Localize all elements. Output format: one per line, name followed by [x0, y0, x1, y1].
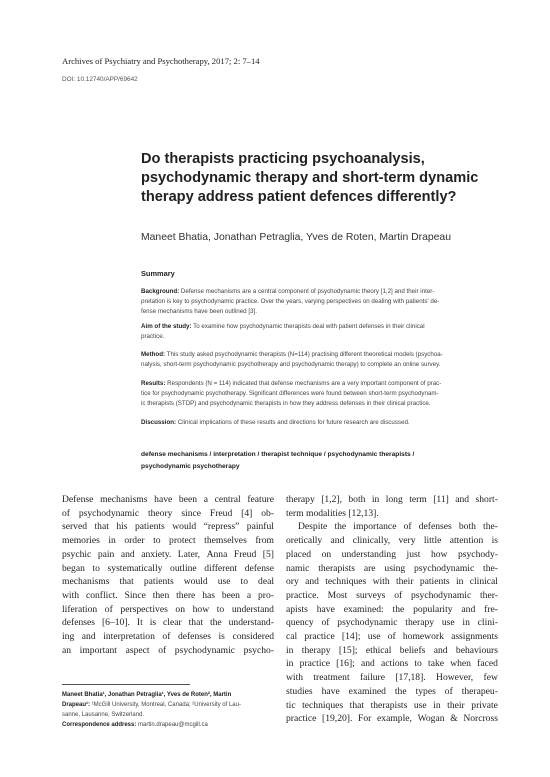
- body-line: with conflict. Since then there has been a pro-: [62, 589, 274, 601]
- body-line: tic techniques that therapists use in their private: [286, 699, 498, 711]
- section-text: To examine how psychodynamic therapists deal with patient defenses in their clinical: [193, 323, 425, 330]
- section-text: fense mechanisms have been outlined [3].: [141, 308, 257, 315]
- body-line: ing and interpretation of defenses is considered: [62, 631, 274, 643]
- body-line: memories in order to protect themselves from: [62, 535, 274, 547]
- body-line: Despite the importance of defenses both the-: [298, 521, 498, 533]
- body-column-right: [286, 493, 498, 726]
- body-line: in therapy [15]; ethical beliefs and behaviours: [286, 644, 498, 656]
- title-line: Do therapists practicing psychoanalysis,: [141, 151, 425, 167]
- section-text: This study asked psychodynamic therapists (N=114) practising different theoretical models (psychoa-: [166, 351, 443, 358]
- section-label: Results:: [141, 380, 166, 387]
- section-text: Clinical implications of these results and directions for future research are discussed.: [177, 419, 410, 426]
- body-line: apists have examined: the popularity and fre-: [286, 603, 498, 615]
- footnote-rule: [62, 684, 190, 685]
- summary-heading: Summary: [141, 269, 175, 278]
- body-line: therapy [1,2], both in long term [11] and short-: [286, 494, 498, 505]
- body-line: placed on understanding just how psychody-: [286, 548, 498, 560]
- footnote-authors: Maneet Bhatia¹, Jonathan Petraglia¹, Yves de Roten², Martin: [62, 692, 232, 698]
- section-text: ic therapists (STDP) and psychodynamic therapists in how they address defenses in their clinical practice.: [141, 400, 431, 407]
- body-line: with treatment failure [17,18]. However, few: [286, 672, 498, 684]
- body-line: practice. Most surveys of psychodynamic ther-: [286, 589, 498, 601]
- article-title: [141, 150, 479, 207]
- section-label: Background:: [141, 288, 180, 295]
- body-line: psychic pain and anxiety. Later, Anna Freud [5]: [62, 548, 274, 560]
- body-line: liferation of perspectives on how to understand: [62, 603, 274, 615]
- body-line: began to systematically outline different defense: [62, 562, 274, 574]
- footnote-affiliation: sanne, Lausanne, Switzerland.: [62, 712, 145, 718]
- correspondence-label: Correspondence address:: [62, 722, 137, 728]
- body-line: namic therapists are using psychodynamic the-: [286, 562, 498, 574]
- body-line: studies have examined the types of therapeu-: [286, 685, 498, 697]
- author-footnote: [62, 690, 274, 730]
- body-line: defenses [6–10]. It is clear that the understand-: [62, 617, 274, 629]
- body-line: cal practice [14]; use of homework assignments: [286, 631, 498, 643]
- correspondence-email: martin.drapeau@mcgill.ca: [138, 722, 208, 728]
- section-label: Aim of the study:: [141, 323, 192, 330]
- section-text: pretation is key to psychodynamic practice. Over the years, varying perspectives on dealing with patients' de-: [141, 298, 440, 305]
- body-line: mechanisms that patients would use to deal: [62, 576, 274, 588]
- keywords-line: defense mechanisms / interpretation / therapist technique / psychodynamic therapists /: [141, 451, 415, 458]
- author-list: Maneet Bhatia, Jonathan Petraglia, Yves de Roten, Martin Drapeau: [141, 232, 451, 243]
- summary-discussion: [141, 418, 493, 428]
- body-line: an important aspect of psychodynamic psycho-: [62, 644, 274, 656]
- section-text: tice for psychodynamic psychotherapy. Significant differences were found between short-term psychodynam-: [141, 390, 439, 397]
- title-line: psychodynamic therapy and short-term dynamic: [141, 170, 479, 186]
- body-column-left: [62, 493, 274, 657]
- section-text: nalysis, short-term psychodynamic psychotherapy and psychodynamic therapy) to complete an online survey.: [141, 361, 441, 368]
- section-text: Respondents (N = 114) indicated that defense mechanisms are a very important component of prac-: [167, 380, 442, 387]
- body-line: served that his patients would “repress” painful: [62, 521, 274, 533]
- summary-method: [141, 350, 493, 370]
- summary-results: [141, 379, 493, 409]
- section-text: practice.: [141, 333, 165, 340]
- footnote-authors-cont: Drapeau¹:: [62, 702, 91, 708]
- keywords: [141, 449, 493, 473]
- summary-background: [141, 287, 493, 317]
- body-line: Defense mechanisms have been a central feature: [62, 494, 274, 505]
- body-line: oretically and clinically, very little attention is: [286, 535, 498, 547]
- footnote-affiliation: ¹McGill University, Montreal, Canada; ²University of Lau-: [91, 702, 241, 708]
- body-line: ory and techniques with their patients in clinical: [286, 576, 498, 588]
- keywords-line: psychodynamic psychotherapy: [141, 463, 240, 470]
- section-label: Discussion:: [141, 419, 177, 426]
- summary-aim: [141, 322, 493, 342]
- section-text: Defense mechanisms are a central component of psychodynamic theory [1,2] and their inter-: [180, 288, 435, 295]
- body-line: quency of psychodynamic therapy use in clini-: [286, 617, 498, 629]
- title-line: therapy address patient defences differently?: [141, 189, 457, 205]
- body-line: of psychodynamic theory since Freud [4] ob-: [62, 507, 274, 519]
- doi: DOI: 10.12740/APP/69642: [62, 76, 138, 83]
- section-label: Method:: [141, 351, 166, 358]
- body-line: term modalities [12,13].: [286, 507, 379, 519]
- body-line: practice [19,20]. For example, Wogan & Norcross: [286, 713, 498, 725]
- journal-citation: Archives of Psychiatry and Psychotherapy, 2017; 2: 7–14: [62, 56, 260, 66]
- body-line: in practice [16]; and actions to take when faced: [286, 658, 498, 670]
